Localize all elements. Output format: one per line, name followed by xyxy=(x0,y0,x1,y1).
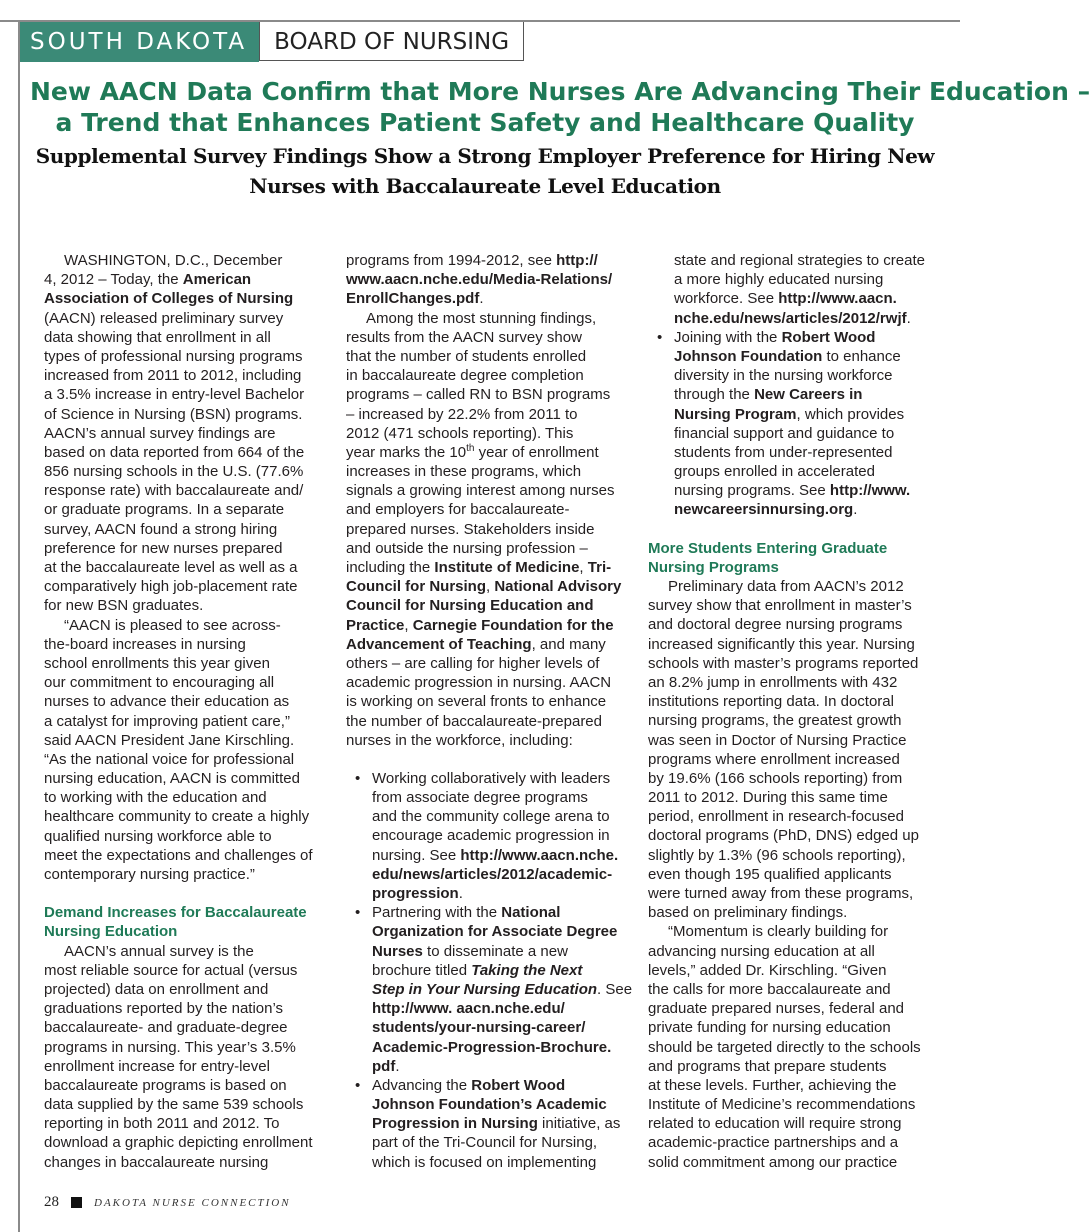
text-line: period, enrollment in research-focused xyxy=(648,808,904,826)
text-line: programs from 1994-2012, see http:// xyxy=(346,252,598,269)
text-line: levels,” added Dr. Kirschling. “Given xyxy=(648,961,887,979)
text-line: Institute of Medicine’s recommendations xyxy=(648,1096,916,1114)
text-line: students from under-represented xyxy=(674,443,893,461)
text-line: edu/news/articles/2012/academic- xyxy=(372,865,613,883)
text-line: the number of baccalaureate-prepared xyxy=(346,712,602,730)
text-line: programs where enrollment increased xyxy=(648,750,900,768)
text-line: and employers for baccalaureate- xyxy=(346,501,570,519)
text-line: reporting in both 2011 and 2012. To xyxy=(44,1115,280,1133)
bullet-item: • Working collaboratively with leaders xyxy=(346,769,632,788)
text-line: Preliminary data from AACN’s 2012 xyxy=(668,578,904,595)
text-line: Progression in Nursing initiative, as xyxy=(372,1115,621,1133)
text-line: 2011 to 2012. During this same time xyxy=(648,789,888,807)
text-line: others – are calling for higher levels of xyxy=(346,654,600,672)
text-line: academic-practice partnerships and a xyxy=(648,1134,899,1152)
text-line: the-board increases in nursing xyxy=(44,635,246,653)
text-line: “AACN is pleased to see across- xyxy=(64,616,281,634)
text-line: www.aacn.nche.edu/Media-Relations/ xyxy=(346,271,613,289)
text-line: results from the AACN survey show xyxy=(346,328,582,346)
text-line: an 8.2% jump in enrollments with 432 xyxy=(648,673,898,691)
text-line: AACN’s annual survey is the xyxy=(64,942,254,960)
text-line: enrollment increase for entry-level xyxy=(44,1057,270,1075)
text-line: projected) data on enrollment and xyxy=(44,980,269,998)
text-line: Association of Colleges of Nursing xyxy=(44,290,294,308)
text-line: private funding for nursing education xyxy=(648,1019,891,1037)
text-line: progression. xyxy=(372,885,463,902)
text-line: is working on several fronts to enhance xyxy=(346,693,607,711)
text-line: to working with the education and xyxy=(44,789,267,807)
text-line: Council for Nursing Education and xyxy=(346,597,594,615)
text-line: based on preliminary findings. xyxy=(648,904,848,922)
subhead-line: Nurses with Baccalaureate Level Education xyxy=(249,174,721,198)
text-line: graduate prepared nurses, federal and xyxy=(648,1000,905,1018)
text-line: “As the national voice for professional xyxy=(44,750,295,768)
text-line: http://www. aacn.nche.edu/ xyxy=(372,1000,565,1018)
text-line: types of professional nursing programs xyxy=(44,347,303,365)
text-line: Johnson Foundation to enhance xyxy=(674,347,901,365)
text-line: 4, 2012 – Today, the American xyxy=(44,271,252,289)
section-heading: Demand Increases for Baccalaureate xyxy=(44,904,307,922)
text-line: data showing that enrollment in all xyxy=(44,328,271,346)
text-line: related to education will require strong xyxy=(648,1115,902,1133)
text-line: graduations reported by the nation’s xyxy=(44,1000,284,1018)
text-line: increased from 2011 to 2012, including xyxy=(44,367,302,385)
page-footer xyxy=(44,1194,291,1211)
masthead xyxy=(20,22,524,62)
text-line: healthcare community to create a highly xyxy=(44,808,310,826)
text-line: baccalaureate programs is based on xyxy=(44,1076,287,1094)
text-line: based on data reported from 664 of the xyxy=(44,443,305,461)
article-subhead xyxy=(30,141,940,201)
text-line: and doctoral degree nursing programs xyxy=(648,616,903,634)
text-line: and programs that prepare students xyxy=(648,1057,887,1075)
text-line: programs in nursing. This year’s 3.5% xyxy=(44,1038,296,1056)
headline-line: a Trend that Enhances Patient Safety and Healthcare Quality xyxy=(55,108,915,137)
text-line: comparatively high job-placement rate xyxy=(44,578,298,596)
text-line: Johnson Foundation’s Academic xyxy=(372,1096,607,1114)
text-line: which is focused on implementing xyxy=(372,1153,597,1171)
text-line: doctoral programs (PhD, DNS) edged up xyxy=(648,827,919,845)
text-line: workforce. See http://www.aacn. xyxy=(674,290,897,308)
text-line: at these levels. Further, achieving the xyxy=(648,1076,897,1094)
text-line: newcareersinnursing.org. xyxy=(674,501,858,519)
text-line: or graduate programs. In a separate xyxy=(44,501,285,519)
text-line: in baccalaureate degree completion xyxy=(346,367,584,385)
text-line: was seen in Doctor of Nursing Practice xyxy=(648,731,907,749)
paragraph-gap xyxy=(44,884,336,903)
text-line: including the Institute of Medicine, Tri- xyxy=(346,559,612,576)
text-line: Among the most stunning findings, xyxy=(366,309,597,327)
text-line: of Science in Nursing (BSN) programs. xyxy=(44,405,303,423)
text-line: WASHINGTON, D.C., December xyxy=(64,252,283,269)
text-line: by 19.6% (166 schools reporting) from xyxy=(648,769,903,787)
page-number: 28 xyxy=(44,1194,59,1210)
text-line: survey show that enrollment in master’s xyxy=(648,597,912,615)
text-line: brochure titled Taking the Next xyxy=(372,961,583,979)
text-line: AACN’s annual survey findings are xyxy=(44,424,276,442)
text-line: prepared nurses. Stakeholders inside xyxy=(346,520,595,538)
text-line: Academic-Progression-Brochure. xyxy=(372,1038,612,1056)
text-line: nursing programs, the greatest growth xyxy=(648,712,902,730)
text-line: Step in Your Nursing Education. See xyxy=(372,980,633,998)
text-line: nche.edu/news/articles/2012/rwjf. xyxy=(674,309,911,327)
headline-line: New AACN Data Confirm that More Nurses Are Advancing Their Education – xyxy=(30,77,1090,106)
text-line: the calls for more baccalaureate and xyxy=(648,980,891,998)
text-line: preference for new nurses prepared xyxy=(44,539,283,557)
text-line: and the community college arena to xyxy=(372,808,610,826)
text-line: students/your-nursing-career/ xyxy=(372,1019,586,1037)
section-heading: Nursing Education xyxy=(44,923,178,941)
publication-name: DAKOTA NURSE CONNECTION xyxy=(94,1196,291,1209)
text-line: response rate) with baccalaureate and/ xyxy=(44,482,304,500)
paragraph-gap xyxy=(648,520,938,539)
text-line: 856 nursing schools in the U.S. (77.6% xyxy=(44,463,304,481)
article-column-3 xyxy=(648,251,938,1172)
text-line: nursing education, AACN is committed xyxy=(44,770,300,788)
text-line: Council for Nursing, National Advisory xyxy=(346,578,622,596)
text-line: slightly by 1.3% (96 schools reporting), xyxy=(648,846,906,864)
section-heading: More Students Entering Graduate xyxy=(648,539,888,557)
paragraph-gap xyxy=(346,750,632,769)
text-line: school enrollments this year given xyxy=(44,654,270,672)
footer-square-icon xyxy=(71,1197,82,1208)
masthead-state: SOUTH DAKOTA xyxy=(20,22,259,62)
text-line: increased significantly this year. Nursing xyxy=(648,635,915,653)
text-line: financial support and guidance to xyxy=(674,424,895,442)
article-column-2 xyxy=(346,251,632,1172)
section-heading: Nursing Programs xyxy=(648,558,779,576)
text-line: nurses in the workforce, including: xyxy=(346,731,573,749)
text-line: download a graphic depicting enrollment xyxy=(44,1134,313,1152)
text-line: contemporary nursing practice.” xyxy=(44,866,255,883)
text-line: our commitment to encouraging all xyxy=(44,674,275,692)
text-line: institutions reporting data. In doctoral xyxy=(648,693,894,711)
text-line: said AACN President Jane Kirschling. xyxy=(44,731,295,749)
bullet-item: • Advancing the Robert Wood xyxy=(346,1076,632,1095)
text-line: were turned away from these programs, xyxy=(648,885,914,902)
text-line: programs – called RN to BSN programs xyxy=(346,386,611,404)
article-column-1 xyxy=(44,251,336,1172)
text-line: encourage academic progression in xyxy=(372,827,610,845)
text-line: Organization for Associate Degree xyxy=(372,923,618,941)
text-line: state and regional strategies to create xyxy=(674,252,925,269)
bullet-item: • Joining with the Robert Wood xyxy=(648,328,938,347)
text-line: that the number of students enrolled xyxy=(346,347,587,365)
text-line: groups enrolled in accelerated xyxy=(674,463,875,481)
text-line: “Momentum is clearly building for xyxy=(668,923,889,941)
text-line: for new BSN graduates. xyxy=(44,597,204,615)
text-line: increases in these programs, which xyxy=(346,463,582,481)
text-line: part of the Tri-Council for Nursing, xyxy=(372,1134,598,1152)
text-line: Advancement of Teaching, and many xyxy=(346,635,606,653)
text-line: even though 195 qualified applicants xyxy=(648,865,892,883)
bullet-item: • Partnering with the National xyxy=(346,903,632,922)
text-line: solid commitment among our practice xyxy=(648,1153,898,1171)
text-line: meet the expectations and challenges of xyxy=(44,846,313,864)
text-line: diversity in the nursing workforce xyxy=(674,367,893,385)
text-line: nursing. See http://www.aacn.nche. xyxy=(372,846,619,864)
text-line: Nursing Program, which provides xyxy=(674,405,905,423)
text-line: through the New Careers in xyxy=(674,386,863,404)
text-line: qualified nursing workforce able to xyxy=(44,827,272,845)
text-line: a 3.5% increase in entry-level Bachelor xyxy=(44,386,305,404)
page-left-rule xyxy=(18,20,20,1232)
text-line: nurses to advance their education as xyxy=(44,693,290,711)
article-headline xyxy=(30,76,1090,138)
text-line: advancing nursing education at all xyxy=(648,942,875,960)
text-line: schools with master’s programs reported xyxy=(648,654,919,672)
text-line: a more highly educated nursing xyxy=(674,271,884,289)
subhead-line: Supplemental Survey Findings Show a Strong Employer Preference for Hiring New xyxy=(35,144,935,168)
text-line: baccalaureate- and graduate-degree xyxy=(44,1019,288,1037)
text-line: most reliable source for actual (versus xyxy=(44,961,298,979)
text-line: EnrollChanges.pdf. xyxy=(346,290,484,308)
text-line: Practice, Carnegie Foundation for the xyxy=(346,616,614,634)
text-line: pdf. xyxy=(372,1057,400,1075)
text-line: 2012 (471 schools reporting). This xyxy=(346,424,574,442)
text-line: from associate degree programs xyxy=(372,789,588,807)
text-line: survey, AACN found a strong hiring xyxy=(44,520,278,538)
masthead-board: BOARD OF NURSING xyxy=(259,22,524,61)
text-line: and outside the nursing profession – xyxy=(346,539,588,557)
text-line: nursing programs. See http://www. xyxy=(674,482,911,500)
text-line: a catalyst for improving patient care,” xyxy=(44,712,290,730)
text-line: should be targeted directly to the schools xyxy=(648,1038,921,1056)
text-line: (AACN) released preliminary survey xyxy=(44,309,284,327)
text-line: signals a growing interest among nurses xyxy=(346,482,615,500)
text-line: year marks the 10th year of enrollment xyxy=(346,442,599,461)
text-line: Nurses to disseminate a new xyxy=(372,942,568,960)
text-line: data supplied by the same 539 schools xyxy=(44,1096,304,1114)
text-line: – increased by 22.2% from 2011 to xyxy=(346,405,578,423)
text-line: at the baccalaureate level as well as a xyxy=(44,559,298,576)
text-line: academic progression in nursing. AACN xyxy=(346,674,612,692)
text-line: changes in baccalaureate nursing xyxy=(44,1153,269,1171)
